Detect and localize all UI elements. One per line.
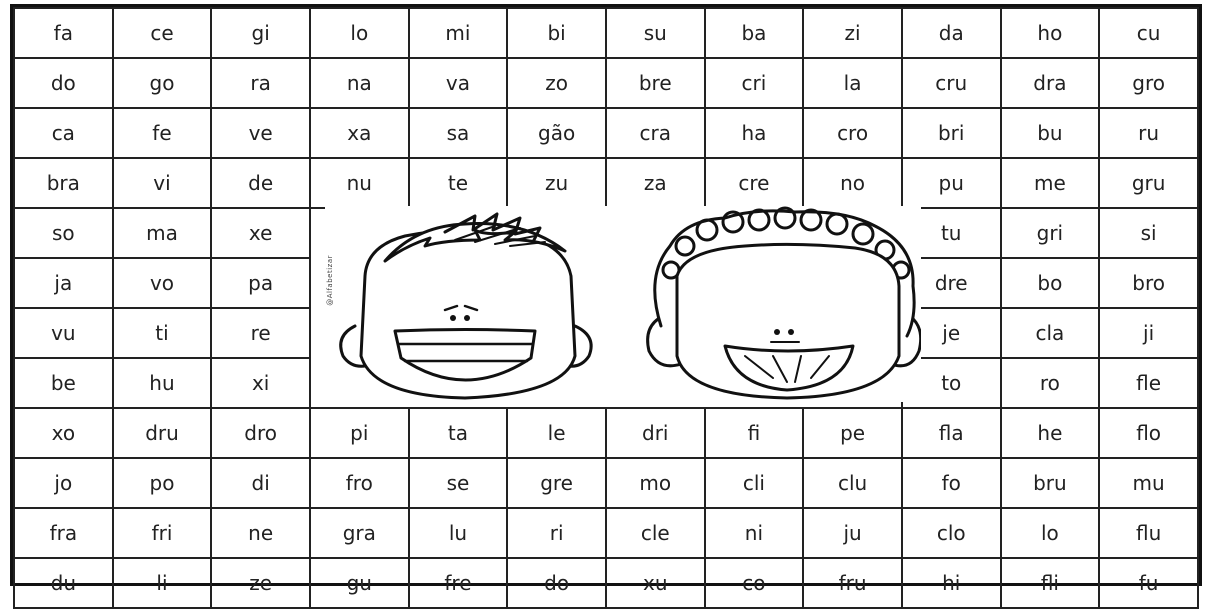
syllable-cell: gru (1099, 158, 1198, 208)
syllable-cell: bu (1001, 108, 1100, 158)
syllable-cell: fle (1099, 358, 1198, 408)
syllable-cell: gra (310, 508, 409, 558)
syllable-cell: fo (902, 458, 1001, 508)
syllable-cell: ho (1001, 8, 1100, 58)
syllable-cell: gão (507, 108, 606, 158)
syllable-cell: xe (211, 208, 310, 258)
syllable-cell: de (211, 158, 310, 208)
syllable-cell: su (606, 8, 705, 58)
syllable-cell: le (507, 408, 606, 458)
grid-row (14, 158, 1198, 208)
syllable-cell: ra (211, 58, 310, 108)
syllable-cell: cri (705, 58, 804, 108)
syllable-cell: gu (310, 558, 409, 608)
grid-row (14, 58, 1198, 108)
syllable-cell: vi (113, 158, 212, 208)
syllable-cell: ri (507, 508, 606, 558)
syllable-cell: hu (113, 358, 212, 408)
syllable-cell: flo (1099, 408, 1198, 458)
syllable-cell: ta (409, 408, 508, 458)
boy-face-icon (341, 214, 591, 398)
syllable-cell: zu (507, 158, 606, 208)
syllable-cell: lu (409, 508, 508, 558)
syllable-cell: fra (14, 508, 113, 558)
syllable-cell: cro (803, 108, 902, 158)
syllable-cell: sa (409, 108, 508, 158)
syllable-cell: fri (113, 508, 212, 558)
syllable-cell: nu (310, 158, 409, 208)
syllable-cell: bre (606, 58, 705, 108)
syllable-cell: bro (1099, 258, 1198, 308)
syllable-cell: ze (211, 558, 310, 608)
syllable-cell: fru (803, 558, 902, 608)
syllable-cell: dre (902, 258, 1001, 308)
syllable-cell: ve (211, 108, 310, 158)
syllable-cell: cli (705, 458, 804, 508)
syllable-cell: ni (705, 508, 804, 558)
syllable-cell: he (1001, 408, 1100, 458)
syllable-cell: za (606, 158, 705, 208)
syllable-cell: je (902, 308, 1001, 358)
syllable-cell: xi (211, 358, 310, 408)
syllable-cell: lo (310, 8, 409, 58)
syllable-cell: fu (1099, 558, 1198, 608)
syllable-cell: do (507, 558, 606, 608)
syllable-cell: zo (507, 58, 606, 108)
grid-row (14, 8, 1198, 58)
syllable-cell: dra (1001, 58, 1100, 108)
syllable-grid-sheet (10, 4, 1202, 595)
syllable-cell: fla (902, 408, 1001, 458)
syllable-cell: cla (1001, 308, 1100, 358)
syllable-cell: bo (1001, 258, 1100, 308)
syllable-cell: ji (1099, 308, 1198, 358)
syllable-cell: clu (803, 458, 902, 508)
syllable-cell: la (803, 58, 902, 108)
syllable-cell: cle (606, 508, 705, 558)
syllable-cell: xa (310, 108, 409, 158)
syllable-cell: ce (113, 8, 212, 58)
syllable-cell: du (14, 558, 113, 608)
syllable-cell: cru (902, 58, 1001, 108)
syllable-cell: pi (310, 408, 409, 458)
syllable-cell: gi (211, 8, 310, 58)
grid-row (14, 508, 1198, 558)
syllable-cell: ru (1099, 108, 1198, 158)
syllable-cell: fa (14, 8, 113, 58)
syllable-cell: ca (14, 108, 113, 158)
syllable-cell: re (211, 308, 310, 358)
syllable-cell: bra (14, 158, 113, 208)
faces-illustration (325, 206, 921, 402)
syllable-cell: no (803, 158, 902, 208)
syllable-cell: zi (803, 8, 902, 58)
syllable-cell: fi (705, 408, 804, 458)
syllable-cell: tu (902, 208, 1001, 258)
syllable-cell: ma (113, 208, 212, 258)
syllable-cell: va (409, 58, 508, 108)
syllable-cell: po (113, 458, 212, 508)
syllable-cell: mu (1099, 458, 1198, 508)
syllable-cell: me (1001, 158, 1100, 208)
syllable-cell: pa (211, 258, 310, 308)
grid-row (14, 458, 1198, 508)
syllable-cell: cu (1099, 8, 1198, 58)
syllable-cell: mi (409, 8, 508, 58)
syllable-cell: bi (507, 8, 606, 58)
syllable-cell: ba (705, 8, 804, 58)
syllable-cell: be (14, 358, 113, 408)
syllable-cell: hi (902, 558, 1001, 608)
syllable-cell: cra (606, 108, 705, 158)
syllable-cell: ne (211, 508, 310, 558)
syllable-cell: da (902, 8, 1001, 58)
syllable-cell: vo (113, 258, 212, 308)
syllable-cell: bru (1001, 458, 1100, 508)
syllable-cell: flu (1099, 508, 1198, 558)
syllable-cell: fli (1001, 558, 1100, 608)
syllable-cell: gre (507, 458, 606, 508)
syllable-cell: dru (113, 408, 212, 458)
syllable-cell: fe (113, 108, 212, 158)
syllable-cell: gri (1001, 208, 1100, 258)
syllable-cell: do (14, 58, 113, 108)
syllable-cell: xo (14, 408, 113, 458)
syllable-cell: so (14, 208, 113, 258)
syllable-cell: si (1099, 208, 1198, 258)
syllable-cell: se (409, 458, 508, 508)
syllable-cell: ha (705, 108, 804, 158)
syllable-cell: fro (310, 458, 409, 508)
syllable-cell: co (705, 558, 804, 608)
syllable-cell: mo (606, 458, 705, 508)
syllable-cell: te (409, 158, 508, 208)
grid-row (14, 408, 1198, 458)
syllable-cell: lo (1001, 508, 1100, 558)
syllable-cell: na (310, 58, 409, 108)
syllable-cell: li (113, 558, 212, 608)
syllable-cell: clo (902, 508, 1001, 558)
syllable-cell: cre (705, 158, 804, 208)
syllable-cell: gro (1099, 58, 1198, 108)
syllable-cell: ju (803, 508, 902, 558)
syllable-cell: dri (606, 408, 705, 458)
syllable-cell: di (211, 458, 310, 508)
grid-row (14, 558, 1198, 608)
syllable-cell: dro (211, 408, 310, 458)
syllable-cell: to (902, 358, 1001, 408)
syllable-cell: bri (902, 108, 1001, 158)
syllable-cell: fre (409, 558, 508, 608)
credit-text: @Alfabetizar (326, 255, 334, 306)
syllable-cell: ja (14, 258, 113, 308)
syllable-cell: jo (14, 458, 113, 508)
syllable-cell: vu (14, 308, 113, 358)
grid-row (14, 108, 1198, 158)
syllable-cell: pu (902, 158, 1001, 208)
syllable-cell: go (113, 58, 212, 108)
syllable-cell: pe (803, 408, 902, 458)
syllable-cell: xu (606, 558, 705, 608)
syllable-cell: ti (113, 308, 212, 358)
girl-face-icon (648, 208, 921, 398)
syllable-cell: ro (1001, 358, 1100, 408)
